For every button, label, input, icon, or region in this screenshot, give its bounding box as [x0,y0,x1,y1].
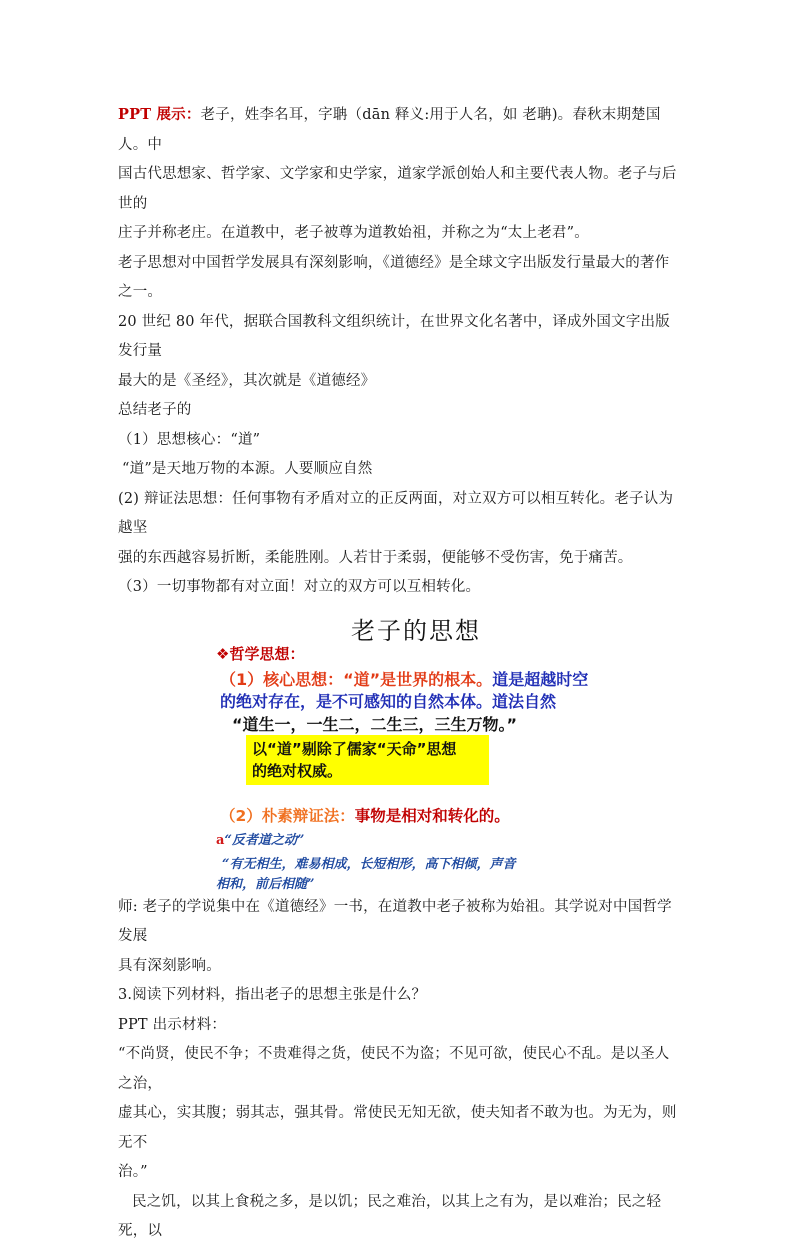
slide-core-label: （1）核心思想： [220,669,344,689]
material-1-line-1: “不尚贤，使民不争；不贵难得之货，使民不为盗；不见可欲，使民心不乱。是以圣人之治， [118,1046,670,1092]
slide-a-text: “反者道之动” [224,832,305,848]
laozi-thought-slide [206,611,626,892]
slide-quote-line-2: 相和，前后相随” [216,876,315,892]
highlight-line-2: 的绝对权威。 [252,761,343,780]
slide-core-line-1 [220,667,588,690]
slide-a-letter: a [216,832,225,848]
material-1-line-3: 治。” [118,1164,148,1180]
slide-dialectic [220,804,510,826]
material-2-line-1: 民之饥，以其上食税之多，是以饥；民之难治，以其上之有为，是以难治；民之轻死，以 [118,1193,662,1239]
slide-core-blue: 道是超越时空 [492,669,589,689]
highlight-line-1: 以“道”剔除了儒家“天命”思想 [252,739,457,758]
influence-line-3: 最大的是《圣经》，其次就是《道德经》 [118,372,376,389]
ppt-label: PPT 展示： [118,106,201,123]
influence-line-1: 老子思想对中国哲学发展具有深刻影响，《道德经》是全球文字出版发行量最大的著作之一。 [118,254,670,300]
slide-core-line-2: 的绝对存在，是不可感知的自然本体。道法自然 [220,691,557,711]
intro-paragraph [118,100,684,160]
document-body [118,100,684,1247]
slide-core-dao: “道”是世界的根本。 [343,669,493,689]
teacher-line-2: 具有深刻影响。 [118,957,221,974]
slide-dialectic-label: （2）朴素辩证法： [220,806,355,825]
summary-item-1: （1）思想核心：“道” [118,431,261,448]
intro-line-2: 国古代思想家、哲学家、文学家和史学家，道家学派创始人和主要代表人物。老子与后世的 [118,166,677,212]
summary-heading: 总结老子的 [118,402,192,418]
influence-line-2: 20 世纪 80 年代，据联合国教科文组织统计，在世界文化名著中，译成外国文字出版发行量 [118,313,670,359]
slide-title: 老子的思想 [351,616,481,645]
intro-line-3: 庄子并称老庄。在道教中，老子被尊为道教始祖，并称之为“太上老君”。 [118,225,589,241]
slide-core-quote: “道生一，一生二，二生三，三生万物。” [232,714,518,734]
summary-item-3: （3）一切事物都有对立面！对立的双方可以互相转化。 [118,579,481,595]
teacher-line-1: 师: 老子的学说集中在《道德经》一书，在道教中老子被称为始祖。其学说对中国哲学发展 [118,898,672,944]
slide-heading: ❖哲学思想： [216,644,305,663]
slide-dialectic-text: 事物是相对和转化的。 [354,806,510,825]
question-text: 3.阅读下列材料，指出老子的思想主张是什么？ [118,987,427,1003]
material-1-line-2: 虚其心，实其腹；弱其志，强其骨。常使民无知无欲，使夫知者不敢为也。为无为，则无不 [118,1105,677,1151]
summary-item-1-detail: “道”是天地万物的本源。人要顺应自然 [122,461,373,477]
summary-item-2-line-2: 强的东西越容易折断，柔能胜刚。人若甘于柔弱，便能够不受伤害，免于痛苦。 [118,549,633,566]
material-label: PPT 出示材料： [118,1016,227,1033]
slide-a-quote [216,829,304,848]
summary-item-2-line-1: (2) 辩证法思想：任何事物有矛盾对立的正反两面，对立双方可以相互转化。老子认为越坚 [118,490,674,536]
intro-line-1: 老子，姓李名耳，字聃（dān 释义:用于人名，如 老聃)。春秋末期楚国人。中 [118,107,661,153]
slide-quote-line-1: “有无相生，难易相成，长短相形，高下相倾，声音 [222,856,516,872]
